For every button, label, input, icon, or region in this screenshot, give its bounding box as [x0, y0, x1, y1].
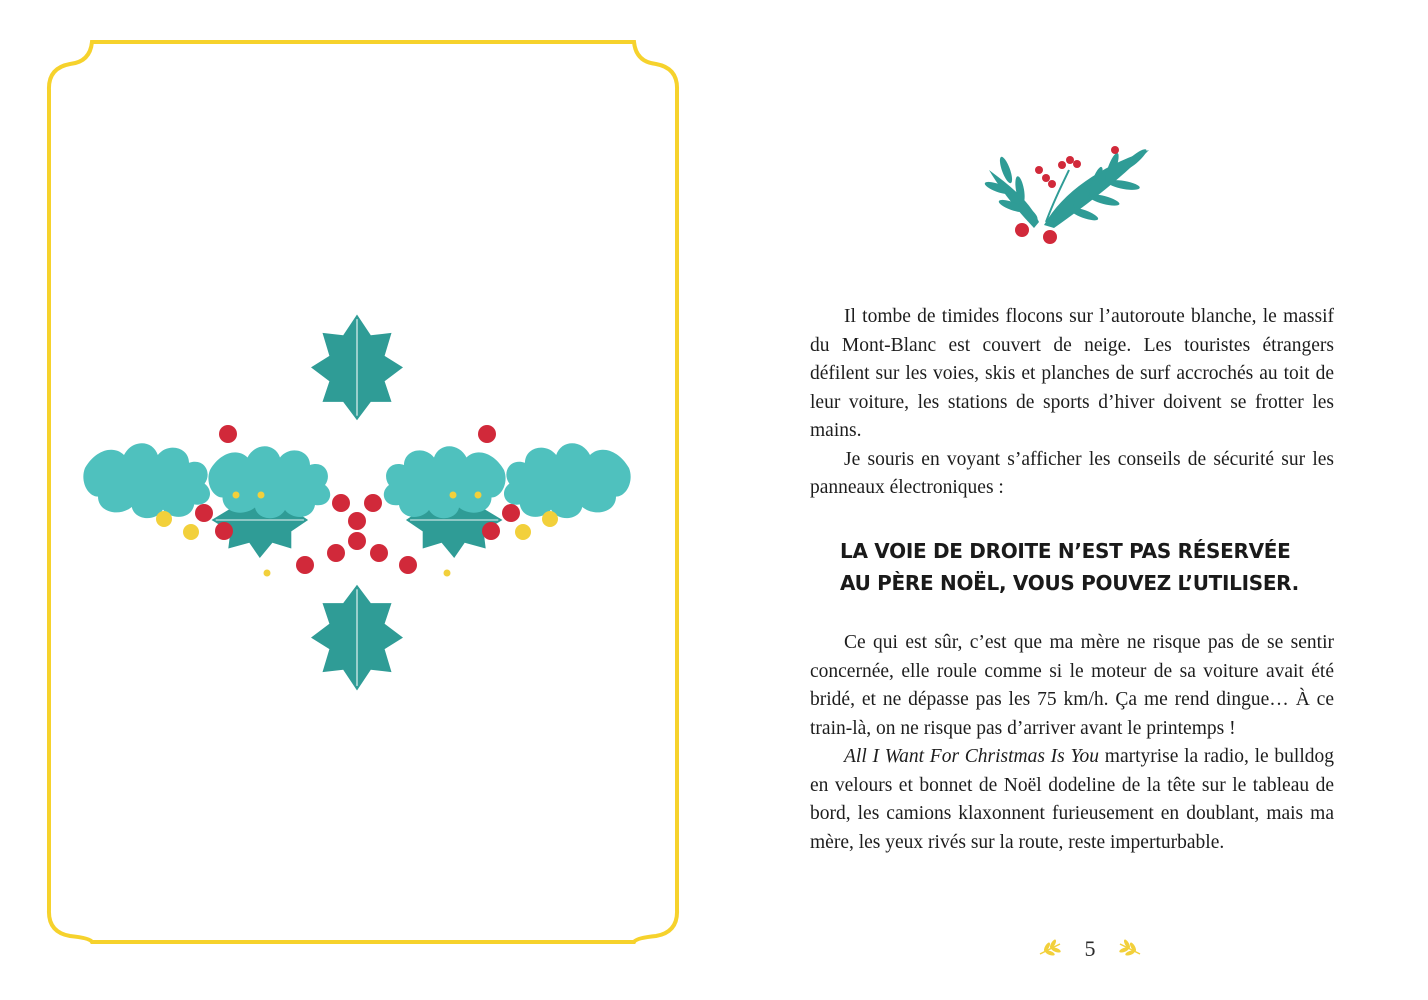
paragraph-rest: martyrise la radio, le bulldog en velours et bonnet de Noël dodeline de la tête sur le tableau de bord, les camions klaxonnent furieusement en doublant, mais ma mère, les yeux rivés sur la route, reste imperturbable.: [810, 746, 1334, 853]
sign-line: LA VOIE DE DROITE N’EST PAS RÉSERVÉE: [840, 539, 1291, 563]
body-text-part-2: [810, 629, 1334, 857]
paragraph: Il tombe de timides flocons sur l’autoroute blanche, le massif du Mont-Blanc est couvert de neige. Les touristes étrangers défilent sur les voies, skis et planches de surf accrochés au toit de leur voiture, les stations de sports d’hiver doivent se frotter les mains.: [810, 306, 1334, 441]
right-page: [714, 0, 1428, 1000]
paragraph: [810, 743, 1334, 857]
wheat-right-icon: [1116, 938, 1142, 958]
wheat-left-icon: [1038, 938, 1064, 958]
sign-line: AU PÈRE NOËL, VOUS POUVEZ L’UTILISER.: [840, 571, 1299, 595]
highway-sign-message: [840, 535, 1320, 599]
body-text-part-1: [810, 303, 1334, 503]
paragraph: Je souris en voyant s’afficher les conseils de sécurité sur les panneaux électroniques :: [810, 448, 1334, 498]
pine-sprig-icon: [984, 130, 1164, 250]
page-number-folio: [1030, 934, 1150, 964]
holly-group: [83, 315, 630, 691]
paragraph: Ce qui est sûr, c’est que ma mère ne risque pas de se sentir concernée, elle roule comme si le moteur de sa voiture avait été bridé, et ne dépasse pas les 75 km/h. Ça me rend dingue… À ce train-là, on ne risque pas d’arriver avant le printemps !: [810, 632, 1334, 739]
song-title: All I Want For Christmas Is You: [844, 746, 1100, 767]
page-number: 5: [1084, 936, 1096, 961]
